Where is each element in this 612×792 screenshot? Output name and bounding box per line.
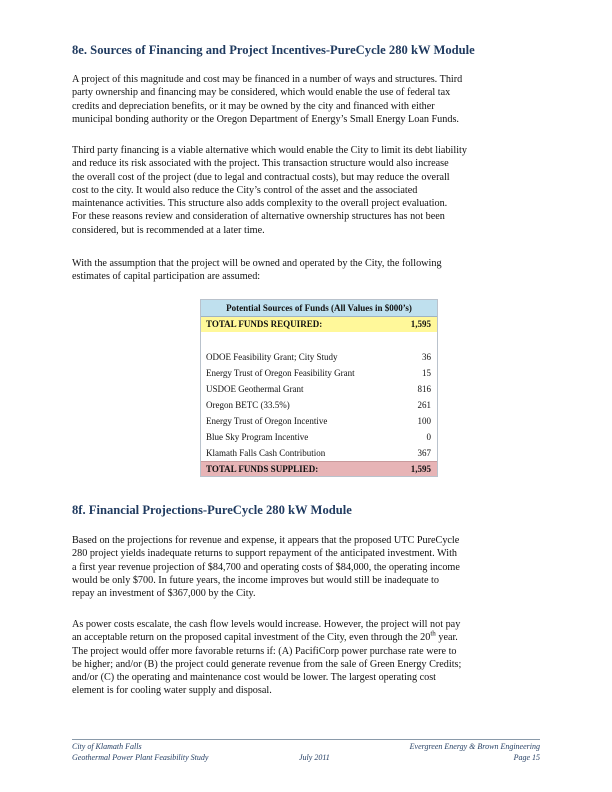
total-supplied-label: TOTAL FUNDS SUPPLIED: bbox=[206, 464, 319, 474]
text-line: For these reasons review and consideration of alternative ownership structures has not been bbox=[72, 211, 445, 223]
text-line: maintenance activities. This structure also adds complexity to the overall project evaluation. bbox=[72, 198, 448, 210]
row-value: 0 bbox=[426, 432, 431, 442]
row-value: 15 bbox=[422, 368, 431, 378]
text-line: credits and depreciation benefits, or it may be owned by the city and financed with either bbox=[72, 100, 435, 112]
section-8f-paragraph-1 bbox=[72, 534, 550, 600]
total-supplied-value: 1,595 bbox=[410, 464, 431, 474]
row-label: Energy Trust of Oregon Feasibility Grant bbox=[206, 368, 355, 378]
footer-divider bbox=[72, 739, 540, 740]
footer-date: July 2011 bbox=[299, 753, 330, 762]
row-value: 367 bbox=[417, 448, 431, 458]
text-line: element is for cooling water supply and disposal. bbox=[72, 685, 272, 697]
row-label: Blue Sky Program Incentive bbox=[206, 432, 309, 442]
row-label: ODOE Feasibility Grant; City Study bbox=[206, 352, 338, 362]
text-line: As power costs escalate, the cash flow levels would increase. However, the project will not pay bbox=[72, 619, 461, 630]
total-required-value: 1,595 bbox=[410, 319, 431, 329]
text-line: the overall cost of the project (due to legal and contractual costs), but may reduce the overall bbox=[72, 171, 450, 183]
text-line: a first year revenue projection of $84,700 and operating costs of $84,000, the operating income bbox=[72, 561, 460, 573]
text-line: With the assumption that the project will be owned and operated by the City, the following bbox=[72, 258, 442, 269]
text-line: repay an investment of $367,000 by the City. bbox=[72, 588, 256, 600]
text-line: would be only $700. In future years, the income improves but would still be inadequate to bbox=[72, 574, 439, 586]
text-line: Third party financing is a viable alternative which would enable the City to limit its debt liability bbox=[72, 145, 467, 156]
total-required-row bbox=[201, 317, 437, 332]
footer-left-line-2: Geothermal Power Plant Feasibility Study bbox=[72, 753, 209, 762]
total-supplied-row bbox=[201, 461, 437, 476]
footer-page-number: Page 15 bbox=[513, 753, 540, 762]
table-row bbox=[201, 413, 437, 429]
text-fragment: an acceptable return on the proposed capital investment of the City, even through the 20 bbox=[72, 632, 431, 644]
text-line: municipal bonding authority or the Oregon Department of Energy’s Small Energy Loan Funds. bbox=[72, 113, 459, 125]
table-row bbox=[201, 365, 437, 381]
text-line: The project would offer more favorable returns if: (A) PacifiCorp power purchase rate were to bbox=[72, 645, 457, 657]
text-line: party ownership and financing may be considered, which would enable the use of federal tax bbox=[72, 87, 451, 99]
table-row bbox=[201, 429, 437, 445]
table-row bbox=[201, 397, 437, 413]
row-label: Oregon BETC (33.5%) bbox=[206, 400, 290, 410]
funds-table-title: Potential Sources of Funds (All Values in $000’s) bbox=[201, 300, 437, 317]
row-label: Energy Trust of Oregon Incentive bbox=[206, 416, 328, 426]
section-8e-paragraph-3 bbox=[72, 257, 550, 284]
row-label: Klamath Falls Cash Contribution bbox=[206, 448, 326, 458]
text-line bbox=[72, 631, 550, 644]
table-row bbox=[201, 445, 437, 461]
table-row bbox=[201, 381, 437, 397]
section-8e-heading: 8e. Sources of Financing and Project Incentives-PureCycle 280 kW Module bbox=[72, 43, 475, 57]
text-line: 280 project yields inadequate returns to support repayment of the anticipated investment. With bbox=[72, 548, 458, 560]
row-value: 100 bbox=[417, 416, 431, 426]
text-line: considered, but is recommended at a later time. bbox=[72, 224, 265, 236]
ordinal-suffix: th bbox=[430, 629, 436, 638]
section-8f-paragraph-2 bbox=[72, 618, 550, 698]
section-8e-paragraph-2 bbox=[72, 144, 550, 237]
text-line: estimates of capital participation are assumed: bbox=[72, 271, 261, 283]
row-value: 36 bbox=[422, 352, 431, 362]
total-required-label: TOTAL FUNDS REQUIRED: bbox=[206, 319, 323, 329]
row-value: 261 bbox=[417, 400, 431, 410]
text-line: cost to the city. It would also reduce the City’s control of the asset and the associated bbox=[72, 184, 418, 196]
table-spacer bbox=[201, 332, 437, 349]
row-label: USDOE Geothermal Grant bbox=[206, 384, 304, 394]
footer-right-line-1: Evergreen Energy & Brown Engineering bbox=[409, 742, 540, 751]
text-line: be higher; and/or (B) the project could generate revenue from the sale of Green Energy Credits; bbox=[72, 658, 462, 670]
table-row bbox=[201, 349, 437, 365]
section-8e-paragraph-1 bbox=[72, 73, 550, 126]
footer-left-line-1: City of Klamath Falls bbox=[72, 742, 142, 751]
text-line: and reduce its risk associated with the project. This transaction structure would also increase bbox=[72, 158, 449, 170]
text-line: and/or (C) the operating and maintenance cost would be lower. The largest operating cost bbox=[72, 672, 436, 684]
text-fragment: year. bbox=[435, 632, 458, 644]
funds-table bbox=[200, 299, 438, 477]
section-8f-heading: 8f. Financial Projections-PureCycle 280 kW Module bbox=[72, 503, 352, 517]
text-line: Based on the projections for revenue and expense, it appears that the proposed UTC PureCycle bbox=[72, 535, 460, 546]
row-value: 816 bbox=[417, 384, 431, 394]
text-line: A project of this magnitude and cost may be financed in a number of ways and structures. Third bbox=[72, 74, 463, 85]
